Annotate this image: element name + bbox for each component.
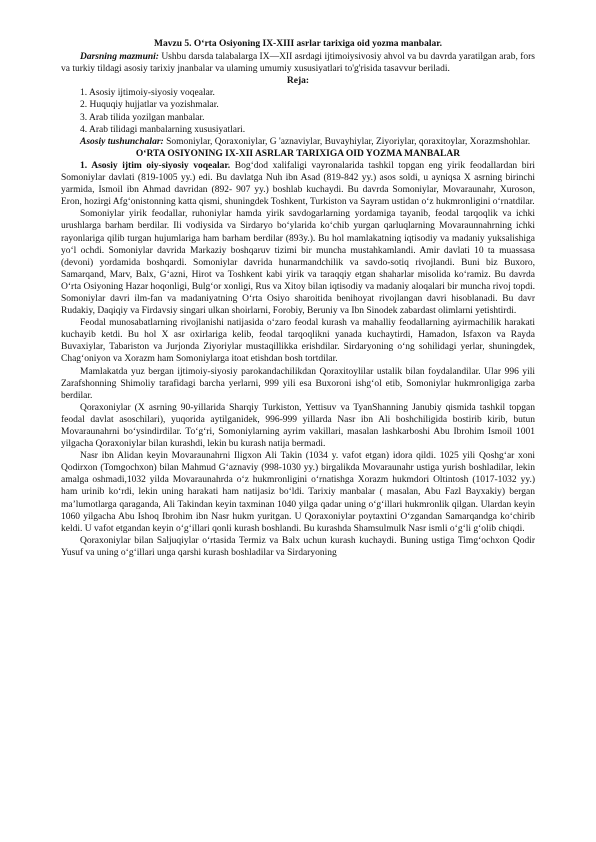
section1-paragraph [61, 160, 535, 208]
body-paragraph: Qoraxoniylar bilan Saljuqiylar o‘rtasida Termiz va Balx uchun kurash kuchaydi. Buning ustiga Timg‘ochxon Qodir Yusuf va uning o‘g‘illari unga qarshi kurash boshladilar va Sirdaryoning [61, 535, 535, 558]
document-page [61, 38, 535, 559]
plan-item: 3. Arab tilida yozilgan manbalar. [80, 112, 205, 123]
intro-text: Ushbu darsda talabalarga IX—XII asrdagi ijtimoiysivosiy ahvol va bu davrda yaratilgan arab, fors va turkiy tildagi asosiy tarixiy jnanbalar va ulaming umumiy xususiyatlari to'g'risida tasavvur beriladi. [61, 52, 535, 75]
section1-text: Bog‘dod xalifaligi vayronalarida tashkil topgan eng yirik feodallardan biri Somoniylar davlati (819-1005 yy.) edi. Bu davlatga Nuh ibn Asad (819-842 yy.) asos soldi, u ayniqsa X asrning birinchi yarmida, Ismoil ibn Ahmad davridan (892- 907 yy.) boshlab kuchaydi. Bu davrda Somoniylar, Movaraunahr, Xuroson, Eron, hozirgi Afg‘onistonning katta qismi, shuningdek Toshkent, Turkiston va Sayram ustidan o‘z hukmronligini o‘rnatdilar. [61, 160, 536, 208]
body-paragraph: Feodal munosabatlarning rivojlanishi natijasida o‘zaro feodal kurash va mahalliy feodallarning ayirmachilik harakati kuchayib ketdi. Bu hol X asr oxirlariga kelib, feodal tarqoqlikni yanada kuchaytirdi, Hamadon, Isfaxon va Rayda Buvaxiylar, Tabariston va Jurjonda Ziyoriylar mustaqillikka erishdilar. Sirdaryoning o‘ng sohilidagi yerlar, shuningdek, Chag‘oniyon va Xorazm ham Somoniylarga itoat etishdan bosh tortdilar. [61, 318, 535, 365]
page-title: Mavzu 5. O‘rta Osiyoning IX-XIII asrlar tarixiga oid yozma manbalar. [154, 39, 442, 49]
concepts-label: Asosiy tushunchalar: [80, 136, 164, 147]
plan-list [61, 87, 535, 135]
body-paragraph: Somoniylar yirik feodallar, ruhoniylar hamda yirik savdogarlarning yordamiga tayanib, feodal tarqoqlik va ichki urushlarga barham berdilar. Ili vodiysida va Sirdaryo bo‘ylarida ko‘chib yurgan qarluqlarning Movaraunnahrning ichki rayonlariga qilib turgan hujumlariga ham barham berdilar (893y.). Bu hol mamlakatning iqtisodiy va madaniy yuksalishiga yo‘l ochdi. Somoniylar davrida Markaziy boshqaruv tizimi bir muncha mustahkamlandi. Amir davlati 10 ta muassasa (devoni) yordamida boshqardi. Somoniylar davrida hunarmandchilik va savdo-sotiq rivojlandi. Buni biz Buxoro, Samarqand, Marv, Balx, G‘azni, Hirot va Toshkent kabi yirik va taraqqiy etgan shaharlar misolida ko‘ramiz. Bu davrda O‘rta Osiyoning Hazar hoqonligi, Bulg‘or xonligi, Rus va Xitoy bilan iqtisodiy va madaniy aloqalari bir muncha rivoj topdi. Somoniylar davri ilm-fan va madaniyatning O‘rta Osiyo sharoitida benihoyat rivojlangan davri hisoblanadi. Bu davr Rudakiy, Daqiqiy va Firdavsiy singari ulkan shoirlarni, Forobiy, Beruniy va Ibn Sinodek zabardast olimlarni yetishtirdi. [61, 209, 535, 317]
section-heading: O‘RTA OSIYONING IX-XII ASRLAR TARIXIGA OID YOZMA MANBALAR [135, 148, 461, 159]
concepts-text: Somoniylar, Qoraxoniylar, G 'aznaviylar, Buvayhiylar, Ziyoriylar, qoraxitoylar, Xorazmshohlar. [163, 136, 531, 147]
section1-label: 1. Asosiy ijtim oiy-siyosiy voqealar. [80, 160, 231, 171]
body-paragraph: Mamlakatda yuz bergan ijtimoiy-siyosiy parokandachilikdan Qoraxitoylilar ustalik bilan foydalandilar. Ular 996 yili Zarafshonning Shimoliy tarafidagi barcha yerlarni, 999 yili esa Buxoroni ishg‘ol etib, Somoniylar hukmronligiga zarba berdilar. [61, 366, 535, 401]
plan-item: 2. Huquqiy hujjatlar va yozishmalar. [80, 100, 219, 111]
plan-item: 1. Asosiy ijtimoiy-siyosiy voqealar. [80, 88, 215, 99]
intro-label: Darsning mazmuni: [80, 52, 159, 63]
intro-paragraph [61, 51, 535, 75]
body-paragraph: Qoraxoniylar (X asrning 90-yillarida Sharqiy Turkiston, Yettisuv va TyanShanning Janubiy qismida tashkil topgan feodal davlat asoschilari), yuqorida aytilganidek, 996-999 yillarda Nasr ibn Ali boshchiligida bostirib kirib, butun Movaraunahrni bo‘ysindirdilar. To‘g‘ri, Somoniylarning ayrim vakillari, masalan lashkarboshi Abu Ibrohim Ismoil 1001 yilgacha Qoraxoniylar bilan kurashdi, lekin bu kurash natija bermadi. [61, 402, 535, 450]
plan-item: 4. Arab tilidagi manbalarning xususiyatlari. [80, 124, 246, 135]
plan-heading: Reja: [286, 76, 310, 87]
concepts-paragraph [61, 136, 535, 148]
body-paragraph: Nasr ibn Alidan keyin Movaraunahrni Iligxon Ali Takin (1034 y. vafot etgan) idora qildi. 1025 yili Qoshg‘ar xoni Qodirxon (Tomgochxon) bilan Mahmud G‘aznaviy (998-1030 yy.) birgalikda Movaraunahr ustiga yurish boshladilar, lekin amalga oshmadi,1032 yilda Movaraunahrda o‘z hukmronligini o‘rnatishga Xorazm hukmdori Oltintosh (1017-1032 yy.) ham urinib ko‘rdi, lekin uning harakati ham natijasiz bo‘ldi. Tarixiy manbalar ( masalan, Abu Fazl Bayxakiy) bergan ma’lumotlarga qaraganda, Ali Takindan keyin taxminan 1040 yilga qadar uning o‘g‘illari hukmronlik qilgan. Ulardan keyin 1060 yilgacha Abu Ishoq Ibrohim ibn Nasr hukm yuritgan. U Qoraxoniylar poytaxtini O‘zgandan Samarqandga ko‘chirib keldi. U vafot etgandan keyin o‘g‘illari qonli kurash boshlandi. Bu kurashda Shamsulmulk Nasr ismli o‘g‘li g‘olib chiqdi. [61, 451, 535, 534]
